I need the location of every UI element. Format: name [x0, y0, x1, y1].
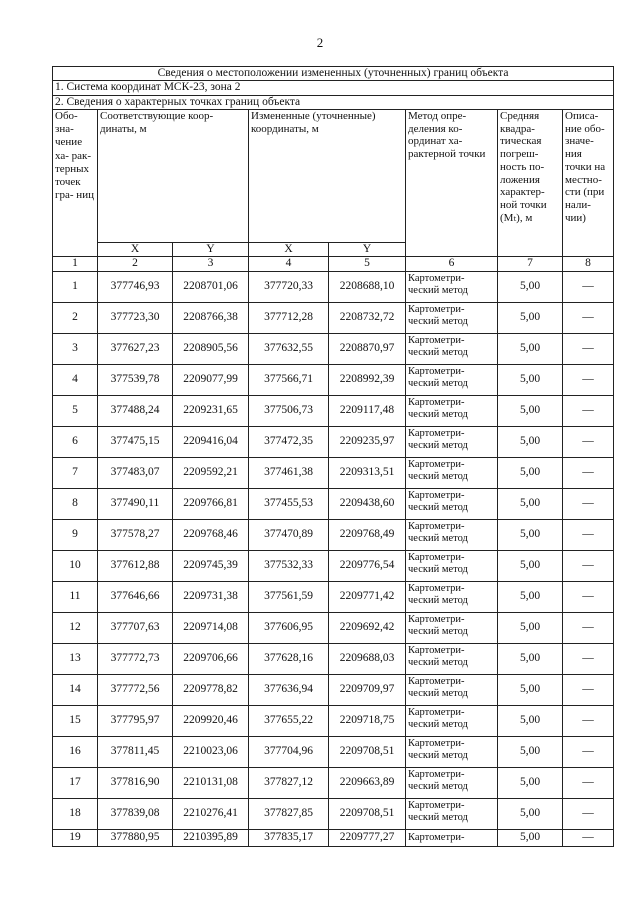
description-cell: — [563, 736, 614, 767]
header-x-original: X [98, 242, 173, 256]
method-line-1: Картометри- [408, 799, 465, 811]
mean-error-cell: 5,00 [498, 364, 563, 395]
description-cell: — [563, 395, 614, 426]
method-cell [406, 364, 498, 395]
mean-error-cell: 5,00 [498, 457, 563, 488]
x-original-cell: 377772,73 [98, 643, 173, 674]
point-number-cell: 17 [53, 767, 98, 798]
y-updated-cell: 2209768,49 [329, 519, 406, 550]
method-line-1: Картометри- [408, 365, 465, 377]
point-number-cell: 9 [53, 519, 98, 550]
y-updated-cell: 2209438,60 [329, 488, 406, 519]
x-original-cell: 377707,63 [98, 612, 173, 643]
point-number-cell: 11 [53, 581, 98, 612]
table-row [53, 581, 614, 612]
y-original-cell: 2210131,08 [173, 767, 249, 798]
mean-error-cell: 5,00 [498, 736, 563, 767]
method-line-2: ческий метод [408, 812, 468, 824]
method-line-2: ческий метод [408, 750, 468, 762]
x-updated-cell: 377455,53 [249, 488, 329, 519]
point-number-cell: 3 [53, 333, 98, 364]
y-updated-cell: 2208688,10 [329, 271, 406, 302]
header-y-original: Y [173, 242, 249, 256]
table-row [53, 550, 614, 581]
method-line-1: Картометри- [408, 768, 465, 780]
table-row [53, 457, 614, 488]
method-line-2: ческий метод [408, 657, 468, 669]
method-cell [406, 271, 498, 302]
point-number-cell: 10 [53, 550, 98, 581]
method-line-2: ческий метод [408, 316, 468, 328]
y-original-cell: 2209077,99 [173, 364, 249, 395]
x-updated-cell: 377506,73 [249, 395, 329, 426]
point-number-cell: 18 [53, 798, 98, 829]
mean-error-cell: 5,00 [498, 426, 563, 457]
table-row [53, 798, 614, 829]
x-updated-cell: 377835,17 [249, 829, 329, 846]
y-original-cell: 2208905,56 [173, 333, 249, 364]
mean-error-cell: 5,00 [498, 519, 563, 550]
method-cell [406, 302, 498, 333]
method-cell [406, 581, 498, 612]
page-number: 2 [316, 35, 324, 50]
x-updated-cell: 377532,33 [249, 550, 329, 581]
method-line-1: Картометри- [408, 334, 465, 346]
method-cell [406, 457, 498, 488]
method-cell [406, 643, 498, 674]
mean-error-cell: 5,00 [498, 302, 563, 333]
description-cell: — [563, 519, 614, 550]
y-original-cell: 2209778,82 [173, 674, 249, 705]
point-number-cell: 2 [53, 302, 98, 333]
table-row [53, 271, 614, 302]
method-line-1: Картометри- [408, 613, 465, 625]
x-original-cell: 377578,27 [98, 519, 173, 550]
method-cell [406, 674, 498, 705]
y-original-cell: 2209731,38 [173, 581, 249, 612]
x-updated-cell: 377636,94 [249, 674, 329, 705]
point-number-cell: 4 [53, 364, 98, 395]
y-original-cell: 2208766,38 [173, 302, 249, 333]
x-original-cell: 377488,24 [98, 395, 173, 426]
table-title: Сведения о местоположении измененных (уточненных) границ объекта [53, 67, 614, 81]
method-line-1: Картометри- [408, 582, 465, 594]
column-number: 4 [249, 257, 329, 271]
method-line-2: ческий метод [408, 471, 468, 483]
method-line-1: Картометри- [408, 272, 465, 284]
method-cell [406, 550, 498, 581]
mean-error-cell: 5,00 [498, 333, 563, 364]
method-line-2: ческий метод [408, 347, 468, 359]
x-original-cell: 377490,11 [98, 488, 173, 519]
point-number-cell: 15 [53, 705, 98, 736]
y-updated-cell: 2209708,51 [329, 736, 406, 767]
header-method: Метод опре- деления ко- ординат ха- рактерной точки [406, 109, 498, 256]
y-updated-cell: 2209718,75 [329, 705, 406, 736]
point-number-cell: 5 [53, 395, 98, 426]
column-number: 6 [406, 257, 498, 271]
x-original-cell: 377795,97 [98, 705, 173, 736]
description-cell: — [563, 829, 614, 846]
method-cell [406, 488, 498, 519]
column-number: 3 [173, 257, 249, 271]
header-original-coords: Соответствующие коор- динаты, м [98, 109, 249, 242]
y-updated-cell: 2209776,54 [329, 550, 406, 581]
y-original-cell: 2209766,81 [173, 488, 249, 519]
description-cell: — [563, 674, 614, 705]
method-line-2: ческий метод [408, 564, 468, 576]
table-row [53, 364, 614, 395]
point-number-cell: 14 [53, 674, 98, 705]
x-updated-cell: 377461,38 [249, 457, 329, 488]
y-original-cell: 2209714,08 [173, 612, 249, 643]
table-row [53, 767, 614, 798]
y-original-cell: 2209768,46 [173, 519, 249, 550]
method-line-1: Картометри- [408, 737, 465, 749]
x-updated-cell: 377628,16 [249, 643, 329, 674]
description-cell: — [563, 705, 614, 736]
header-y-updated: Y [329, 242, 406, 256]
y-original-cell: 2209745,39 [173, 550, 249, 581]
description-cell: — [563, 488, 614, 519]
x-original-cell: 377839,08 [98, 798, 173, 829]
mean-error-cell: 5,00 [498, 550, 563, 581]
mean-error-cell: 5,00 [498, 798, 563, 829]
x-original-cell: 377646,66 [98, 581, 173, 612]
method-line-2: ческий метод [408, 626, 468, 638]
x-original-cell: 377627,23 [98, 333, 173, 364]
header-description: Описа- ние обо- значе- ния точки на местно- сти (при нали- чии) [563, 109, 614, 256]
method-cell [406, 395, 498, 426]
points-table [52, 66, 614, 847]
column-number: 7 [498, 257, 563, 271]
y-updated-cell: 2209313,51 [329, 457, 406, 488]
header-updated-coords: Измененные (уточненные) координаты, м [249, 109, 406, 242]
method-cell [406, 736, 498, 767]
header-error: Средняя квадра- тическая погреш- ность по- ложения характер- ной точки (Mₜ), м [498, 109, 563, 256]
mean-error-cell: 5,00 [498, 643, 563, 674]
point-number-cell: 8 [53, 488, 98, 519]
y-original-cell: 2210276,41 [173, 798, 249, 829]
description-cell: — [563, 333, 614, 364]
x-original-cell: 377539,78 [98, 364, 173, 395]
point-number-cell: 1 [53, 271, 98, 302]
method-line-1: Картометри- [408, 831, 465, 843]
method-cell [406, 612, 498, 643]
table-row [53, 333, 614, 364]
table-row [53, 612, 614, 643]
method-cell [406, 333, 498, 364]
x-updated-cell: 377655,22 [249, 705, 329, 736]
y-updated-cell: 2209777,27 [329, 829, 406, 846]
point-number-cell: 16 [53, 736, 98, 767]
description-cell: — [563, 302, 614, 333]
method-line-1: Картометри- [408, 551, 465, 563]
section-points-info: 2. Сведения о характерных точках границ объекта [53, 95, 614, 109]
y-original-cell: 2210023,06 [173, 736, 249, 767]
x-updated-cell: 377712,28 [249, 302, 329, 333]
mean-error-cell: 5,00 [498, 674, 563, 705]
table-row [53, 736, 614, 767]
table-row [53, 395, 614, 426]
mean-error-cell: 5,00 [498, 395, 563, 426]
x-updated-cell: 377606,95 [249, 612, 329, 643]
method-line-2: ческий метод [408, 595, 468, 607]
method-line-1: Картометри- [408, 427, 465, 439]
x-original-cell: 377483,07 [98, 457, 173, 488]
description-cell: — [563, 457, 614, 488]
section-coordinate-system: 1. Система координат МСК-23, зона 2 [53, 81, 614, 95]
y-original-cell: 2209706,66 [173, 643, 249, 674]
mean-error-cell: 5,00 [498, 829, 563, 846]
description-cell: — [563, 271, 614, 302]
x-updated-cell: 377632,55 [249, 333, 329, 364]
table-row [53, 643, 614, 674]
x-original-cell: 377475,15 [98, 426, 173, 457]
x-updated-cell: 377470,89 [249, 519, 329, 550]
column-number: 8 [563, 257, 614, 271]
method-line-1: Картометри- [408, 458, 465, 470]
method-line-1: Картометри- [408, 675, 465, 687]
column-number: 5 [329, 257, 406, 271]
x-original-cell: 377816,90 [98, 767, 173, 798]
x-updated-cell: 377472,35 [249, 426, 329, 457]
point-number-cell: 19 [53, 829, 98, 846]
header-point-designation: Обо- зна- чение ха- рак- терных точек гра- ниц [53, 109, 98, 256]
method-cell [406, 767, 498, 798]
table-row [53, 519, 614, 550]
y-updated-cell: 2209663,89 [329, 767, 406, 798]
y-updated-cell: 2209771,42 [329, 581, 406, 612]
description-cell: — [563, 643, 614, 674]
column-number: 1 [53, 257, 98, 271]
description-cell: — [563, 581, 614, 612]
y-original-cell: 2208701,06 [173, 271, 249, 302]
mean-error-cell: 5,00 [498, 767, 563, 798]
point-number-cell: 13 [53, 643, 98, 674]
x-original-cell: 377612,88 [98, 550, 173, 581]
mean-error-cell: 5,00 [498, 612, 563, 643]
method-cell [406, 426, 498, 457]
x-updated-cell: 377827,12 [249, 767, 329, 798]
method-cell [406, 829, 498, 846]
method-line-2: ческий метод [408, 378, 468, 390]
column-number: 2 [98, 257, 173, 271]
x-original-cell: 377811,45 [98, 736, 173, 767]
y-updated-cell: 2209692,42 [329, 612, 406, 643]
method-line-1: Картометри- [408, 396, 465, 408]
method-line-1: Картометри- [408, 489, 465, 501]
method-line-1: Картометри- [408, 303, 465, 315]
method-line-2: ческий метод [408, 409, 468, 421]
y-original-cell: 2209416,04 [173, 426, 249, 457]
table-row [53, 829, 614, 846]
y-updated-cell: 2209688,03 [329, 643, 406, 674]
y-updated-cell: 2209708,51 [329, 798, 406, 829]
description-cell: — [563, 798, 614, 829]
x-original-cell: 377880,95 [98, 829, 173, 846]
method-line-1: Картометри- [408, 644, 465, 656]
y-original-cell: 2209231,65 [173, 395, 249, 426]
header-x-updated: X [249, 242, 329, 256]
method-line-2: ческий метод [408, 719, 468, 731]
table-row [53, 674, 614, 705]
x-updated-cell: 377561,59 [249, 581, 329, 612]
mean-error-cell: 5,00 [498, 705, 563, 736]
method-line-2: ческий метод [408, 533, 468, 545]
table-row [53, 426, 614, 457]
y-updated-cell: 2209117,48 [329, 395, 406, 426]
y-original-cell: 2209920,46 [173, 705, 249, 736]
method-line-2: ческий метод [408, 285, 468, 297]
y-original-cell: 2209592,21 [173, 457, 249, 488]
table-row [53, 488, 614, 519]
x-updated-cell: 377704,96 [249, 736, 329, 767]
x-updated-cell: 377720,33 [249, 271, 329, 302]
mean-error-cell: 5,00 [498, 271, 563, 302]
description-cell: — [563, 550, 614, 581]
point-number-cell: 12 [53, 612, 98, 643]
description-cell: — [563, 612, 614, 643]
y-updated-cell: 2209709,97 [329, 674, 406, 705]
mean-error-cell: 5,00 [498, 488, 563, 519]
x-updated-cell: 377827,85 [249, 798, 329, 829]
table-row [53, 705, 614, 736]
y-original-cell: 2210395,89 [173, 829, 249, 846]
x-original-cell: 377723,30 [98, 302, 173, 333]
method-line-2: ческий метод [408, 502, 468, 514]
method-line-2: ческий метод [408, 440, 468, 452]
y-updated-cell: 2209235,97 [329, 426, 406, 457]
x-original-cell: 377772,56 [98, 674, 173, 705]
x-updated-cell: 377566,71 [249, 364, 329, 395]
x-original-cell: 377746,93 [98, 271, 173, 302]
y-updated-cell: 2208732,72 [329, 302, 406, 333]
method-cell [406, 705, 498, 736]
method-cell [406, 798, 498, 829]
mean-error-cell: 5,00 [498, 581, 563, 612]
description-cell: — [563, 364, 614, 395]
method-line-1: Картометри- [408, 520, 465, 532]
description-cell: — [563, 767, 614, 798]
y-updated-cell: 2208992,39 [329, 364, 406, 395]
y-updated-cell: 2208870,97 [329, 333, 406, 364]
point-number-cell: 7 [53, 457, 98, 488]
method-line-2: ческий метод [408, 688, 468, 700]
method-cell [406, 519, 498, 550]
point-number-cell: 6 [53, 426, 98, 457]
description-cell: — [563, 426, 614, 457]
method-line-1: Картометри- [408, 706, 465, 718]
table-row [53, 302, 614, 333]
method-line-2: ческий метод [408, 781, 468, 793]
